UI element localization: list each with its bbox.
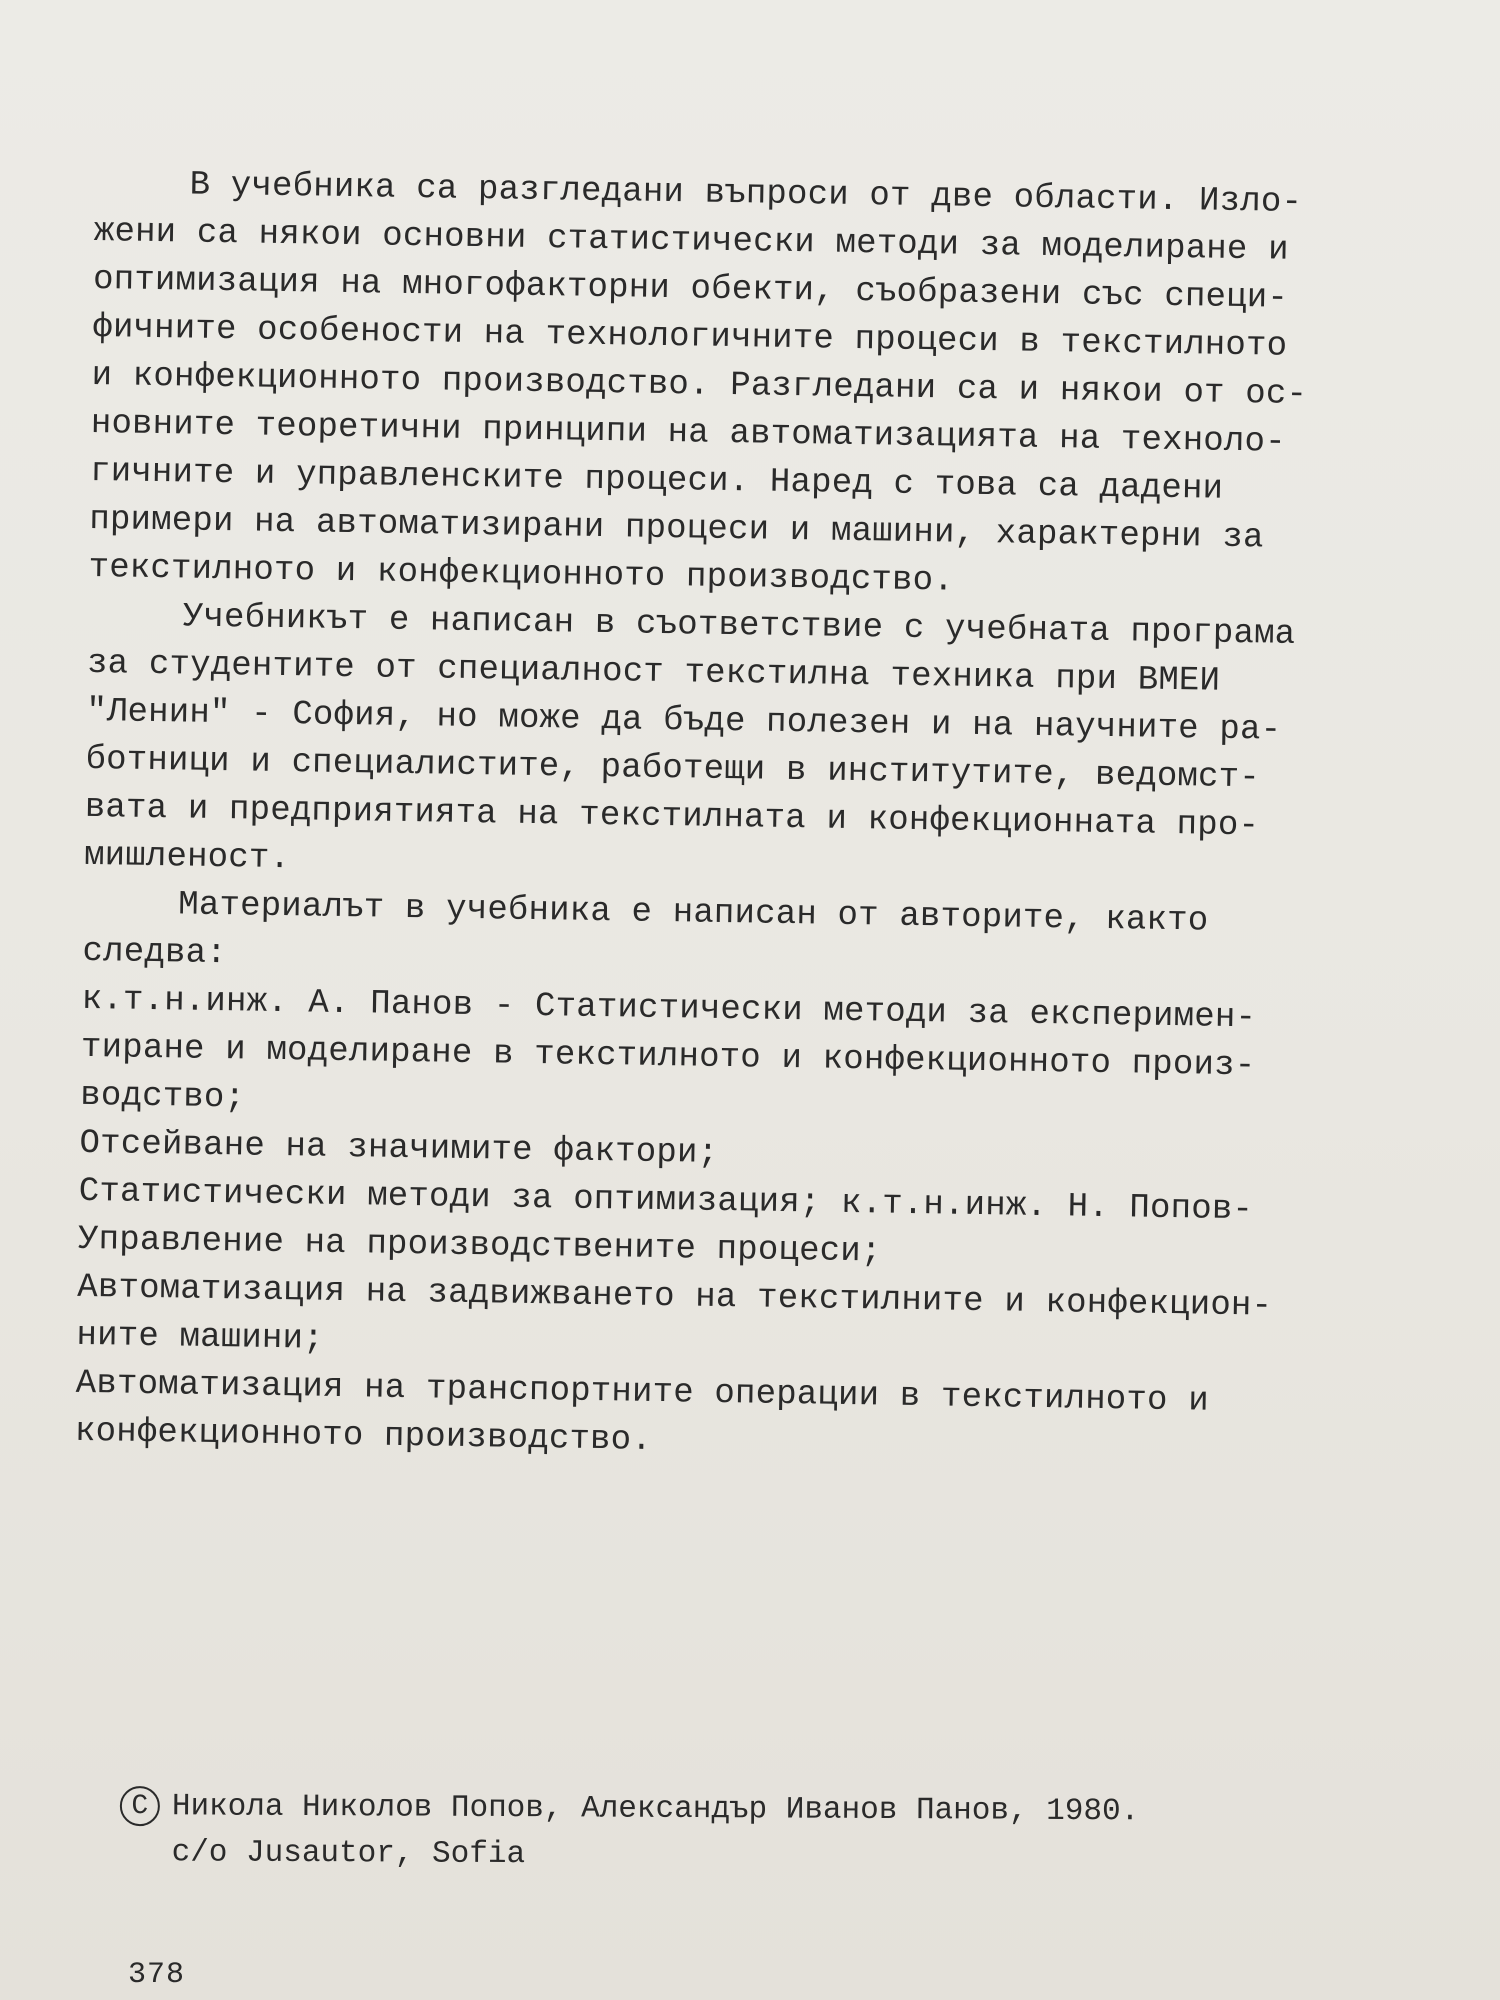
text-line: ните машини; — [76, 1316, 325, 1359]
text-line: Управление на производствените процеси; — [77, 1220, 882, 1272]
text-line: вата и предприятията на текстилната и конфекционната про- — [84, 788, 1260, 846]
text-line: гичните и управленските процеси. Наред с това са дадени — [89, 452, 1224, 509]
text-line: новните теоретични принципи на автоматизацията на техноло- — [90, 404, 1287, 462]
copyright-notice — [120, 1783, 1420, 1882]
page-number: 378 — [128, 1958, 186, 1992]
text-line: В учебника са разгледани въпроси от две области. Изло- — [189, 166, 1303, 222]
text-line: за студентите от специалност текстилна техника при ВМЕИ — [86, 644, 1221, 701]
text-line: ботници и специалистите, работещи в институтите, ведомст- — [85, 740, 1261, 798]
text-line: Статистически методи за оптимизация; к.т.н.инж. Н. Попов- — [78, 1172, 1254, 1230]
text-line: фичните особености на технологичните процеси в текстилното — [92, 308, 1288, 366]
text-line: тиране и моделиране в текстилното и конфекционното произ- — [80, 1028, 1256, 1086]
text-line: Автоматизация на задвижването на текстилните и конфекцион- — [76, 1268, 1273, 1326]
text-line: к.т.н.инж. А. Панов - Статистически методи за експеримен- — [81, 980, 1257, 1038]
paragraph-2 — [84, 592, 1428, 901]
text-line: оптимизация на многофакторни обекти, съобразени със специ- — [92, 260, 1289, 318]
text-line: примери на автоматизирани процеси и машини, характерни за — [89, 500, 1264, 558]
copyright-agency: c/o Jusautor, Sofia — [171, 1835, 526, 1873]
text-line: конфекционното производство. — [74, 1412, 653, 1460]
text-line: текстилното и конфекционното производство. — [88, 548, 955, 601]
copyright-icon: C — [120, 1786, 160, 1826]
text-line: Автоматизация на транспортните операции в текстилното и — [75, 1364, 1210, 1421]
text-line: "Ленин" - София, но може да бъде полезен и на научните ра- — [86, 692, 1282, 750]
copyright-line-1 — [120, 1783, 1420, 1836]
author-list — [75, 976, 1422, 1477]
text-line: водство; — [79, 1076, 246, 1118]
paragraph-1 — [88, 160, 1435, 613]
text-line: Отсейване на значимите фактори; — [79, 1124, 719, 1173]
text-line: следва: — [82, 932, 228, 974]
body-text — [75, 160, 1435, 1477]
text-line: жени са някои основни статистически методи за моделиране и — [93, 212, 1290, 270]
text-line: и конфекционното производство. Разгледани са и някои от ос- — [91, 356, 1308, 415]
text-line: Материалът в учебника е написан от авторите, както — [178, 886, 1209, 941]
text-line: мишленост. — [83, 836, 291, 879]
copyright-holders: Никола Николов Попов, Александър Иванов Панов, 1980. — [171, 1789, 1140, 1830]
text-line: Учебникът е написан в съответствие с учебната програма — [182, 598, 1296, 654]
